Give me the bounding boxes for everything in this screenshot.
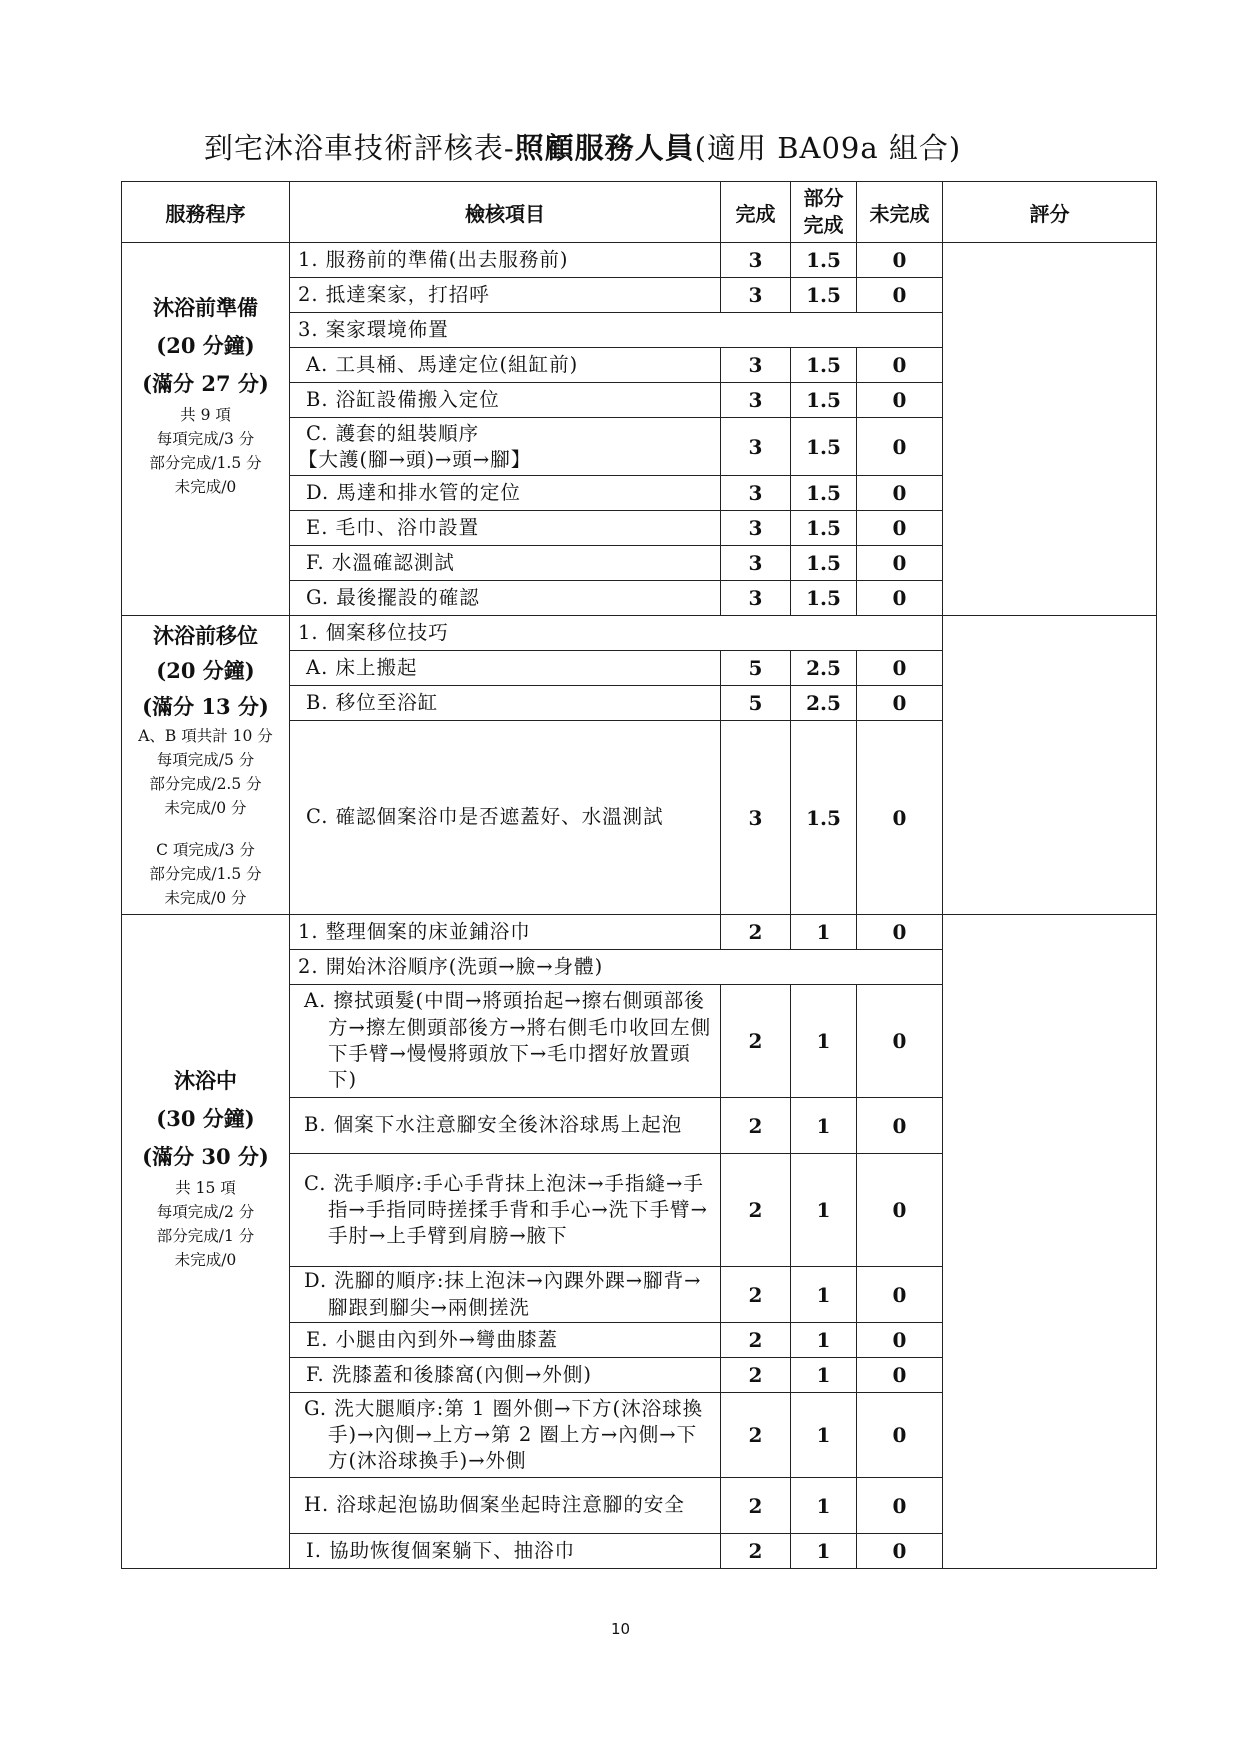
check-item: 2. 抵達案家，打招呼 (290, 278, 721, 313)
section-title: 沐浴中 (174, 1067, 237, 1093)
score-complete: 2 (721, 1267, 791, 1323)
assessment-table (121, 181, 1157, 1569)
table-row (122, 616, 1157, 651)
section-note: 未完成/0 (174, 1250, 237, 1269)
check-item: E. 毛巾、浴巾設置 (290, 511, 721, 546)
score-complete: 3 (721, 721, 791, 915)
header-check-item: 檢核項目 (290, 182, 721, 243)
score-incomplete: 0 (857, 721, 943, 915)
section-title: 沐浴前準備 (153, 295, 258, 320)
section-note: 共 15 項 (175, 1178, 236, 1197)
score-incomplete: 0 (857, 1267, 943, 1323)
score-partial: 1 (791, 985, 857, 1098)
score-partial: 1.5 (791, 511, 857, 546)
score-partial: 1 (791, 1267, 857, 1323)
check-item: E. 小腿由內到外→彎曲膝蓋 (290, 1323, 721, 1358)
title-scope: (適用 BA09a 組合) (694, 131, 962, 165)
score-incomplete: 0 (857, 686, 943, 721)
section-minutes: (20 分鐘) (156, 333, 255, 358)
section-minutes: (20 分鐘) (156, 658, 255, 683)
score-partial: 1.5 (791, 721, 857, 915)
check-item: C. 確認個案浴巾是否遮蓋好、水溫測試 (290, 721, 721, 915)
score-complete: 3 (721, 581, 791, 616)
check-item: C. 洗手順序:手心手背抹上泡沫→手指縫→手指→手指同時搓揉手背和手心→洗下手臂→手肘→上手臂到肩膀→腋下 (290, 1154, 721, 1267)
score-incomplete: 0 (857, 651, 943, 686)
section-note: 每項完成/2 分 (156, 1202, 255, 1221)
section-during-bath (122, 915, 290, 1569)
score-partial: 2.5 (791, 686, 857, 721)
score-complete: 3 (721, 383, 791, 418)
check-item: 1. 整理個案的床並鋪浴巾 (290, 915, 721, 950)
header-procedure: 服務程序 (122, 182, 290, 243)
score-incomplete: 0 (857, 243, 943, 278)
score-incomplete: 0 (857, 1358, 943, 1393)
score-complete: 3 (721, 243, 791, 278)
score-partial: 1 (791, 1534, 857, 1569)
check-item: A. 工具桶、馬達定位(組缸前) (290, 348, 721, 383)
score-complete: 2 (721, 1323, 791, 1358)
check-item: 1. 服務前的準備(出去服務前) (290, 243, 721, 278)
score-incomplete: 0 (857, 278, 943, 313)
check-item-group: 2. 開始沐浴順序(洗頭→臉→身體) (290, 950, 943, 985)
section-note: C 項完成/3 分 (156, 841, 255, 859)
score-partial: 1 (791, 1478, 857, 1534)
section-note: 部分完成/1.5 分 (149, 865, 262, 883)
section-minutes: (30 分鐘) (156, 1105, 255, 1131)
score-incomplete: 0 (857, 1154, 943, 1267)
section-full-score: (滿分 13 分) (142, 694, 269, 719)
section-note: 每項完成/5 分 (156, 751, 255, 769)
section-note: 未完成/0 (174, 478, 237, 496)
check-item: H. 浴球起泡協助個案坐起時注意腳的安全 (290, 1478, 721, 1534)
header-incomplete: 未完成 (857, 182, 943, 243)
section-title: 沐浴前移位 (153, 623, 258, 648)
check-item: A. 床上搬起 (290, 651, 721, 686)
check-item: B. 移位至浴缸 (290, 686, 721, 721)
score-partial: 1.5 (791, 348, 857, 383)
score-partial: 1.5 (791, 476, 857, 511)
check-item: A. 擦拭頭髮(中間→將頭抬起→擦右側頭部後方→擦左側頭部後方→將右側毛巾收回左側下手臂→慢慢將頭放下→毛巾摺好放置頭下) (290, 985, 721, 1098)
score-complete: 3 (721, 546, 791, 581)
header-partial-label: 部分完成 (803, 186, 844, 237)
score-complete: 2 (721, 1478, 791, 1534)
score-partial: 1.5 (791, 546, 857, 581)
score-incomplete: 0 (857, 546, 943, 581)
score-complete: 3 (721, 418, 791, 476)
score-cell-section3[interactable] (943, 915, 1157, 1569)
check-item-group: 3. 案家環境佈置 (290, 313, 943, 348)
section-full-score: (滿分 30 分) (142, 1143, 269, 1169)
score-incomplete: 0 (857, 915, 943, 950)
check-item: D. 洗腳的順序:抹上泡沫→內踝外踝→腳背→腳跟到腳尖→兩側搓洗 (290, 1267, 721, 1323)
score-partial: 1 (791, 1154, 857, 1267)
score-partial: 1 (791, 1323, 857, 1358)
score-incomplete: 0 (857, 476, 943, 511)
score-incomplete: 0 (857, 1323, 943, 1358)
score-complete: 2 (721, 1154, 791, 1267)
title-main: 到宅沐浴車技術評核表- (203, 131, 515, 165)
check-item: I. 協助恢復個案躺下、抽浴巾 (290, 1534, 721, 1569)
score-complete: 2 (721, 915, 791, 950)
header-partial (791, 182, 857, 243)
section-note: 部分完成/2.5 分 (149, 775, 262, 793)
check-item-group: 1. 個案移位技巧 (290, 616, 943, 651)
score-partial: 1 (791, 915, 857, 950)
score-partial: 1.5 (791, 243, 857, 278)
score-incomplete: 0 (857, 418, 943, 476)
check-item: B. 個案下水注意腳安全後沐浴球馬上起泡 (290, 1098, 721, 1154)
check-item: B. 浴缸設備搬入定位 (290, 383, 721, 418)
section-pre-bath-transfer (122, 616, 290, 915)
score-complete: 5 (721, 686, 791, 721)
check-item-line: C. 護套的組裝順序 (306, 422, 480, 446)
check-item: F. 水溫確認測試 (290, 546, 721, 581)
page-title (0, 126, 1165, 167)
section-note: 未完成/0 分 (164, 799, 247, 817)
score-complete: 3 (721, 348, 791, 383)
check-item (290, 418, 721, 476)
score-incomplete: 0 (857, 383, 943, 418)
score-cell-section2[interactable] (943, 616, 1157, 915)
score-partial: 1 (791, 1393, 857, 1478)
check-item: F. 洗膝蓋和後膝窩(內側→外側) (290, 1358, 721, 1393)
header-row (122, 182, 1157, 243)
table-row (122, 243, 1157, 278)
score-complete: 3 (721, 476, 791, 511)
score-complete: 5 (721, 651, 791, 686)
score-complete: 3 (721, 511, 791, 546)
score-partial: 1 (791, 1098, 857, 1154)
section-note: 未完成/0 分 (164, 889, 247, 907)
score-incomplete: 0 (857, 511, 943, 546)
score-incomplete: 0 (857, 1393, 943, 1478)
check-item: G. 最後擺設的確認 (290, 581, 721, 616)
header-complete: 完成 (721, 182, 791, 243)
score-incomplete: 0 (857, 581, 943, 616)
check-item: G. 洗大腿順序:第 1 圈外側→下方(沐浴球換手)→內側→上方→第 2 圈上方→內側→下方(沐浴球換手)→外側 (290, 1393, 721, 1478)
score-incomplete: 0 (857, 1534, 943, 1569)
score-partial: 1.5 (791, 418, 857, 476)
page-number: 10 (610, 1620, 631, 1638)
section-pre-bath-prep (122, 243, 290, 616)
section-note: 共 9 項 (180, 406, 231, 424)
score-complete: 2 (721, 1393, 791, 1478)
score-complete: 2 (721, 1534, 791, 1569)
header-score: 評分 (943, 182, 1157, 243)
check-item-line: 【大護(腳→頭)→頭→腳】 (298, 447, 532, 471)
score-complete: 2 (721, 985, 791, 1098)
score-incomplete: 0 (857, 348, 943, 383)
score-partial: 1.5 (791, 278, 857, 313)
score-complete: 2 (721, 1358, 791, 1393)
score-incomplete: 0 (857, 985, 943, 1098)
score-partial: 1.5 (791, 581, 857, 616)
score-incomplete: 0 (857, 1098, 943, 1154)
score-incomplete: 0 (857, 1478, 943, 1534)
table-row (122, 915, 1157, 950)
score-complete: 2 (721, 1098, 791, 1154)
section-note: 每項完成/3 分 (156, 430, 255, 448)
score-complete: 3 (721, 278, 791, 313)
score-partial: 1.5 (791, 383, 857, 418)
section-note: 部分完成/1.5 分 (149, 454, 262, 472)
section-full-score: (滿分 27 分) (142, 371, 269, 396)
title-role: 照顧服務人員 (514, 131, 695, 165)
score-cell-section1[interactable] (943, 243, 1157, 616)
check-item: D. 馬達和排水管的定位 (290, 476, 721, 511)
section-note: A、B 項共計 10 分 (138, 727, 273, 745)
section-note: 部分完成/1 分 (156, 1226, 255, 1245)
score-partial: 2.5 (791, 651, 857, 686)
score-partial: 1 (791, 1358, 857, 1393)
